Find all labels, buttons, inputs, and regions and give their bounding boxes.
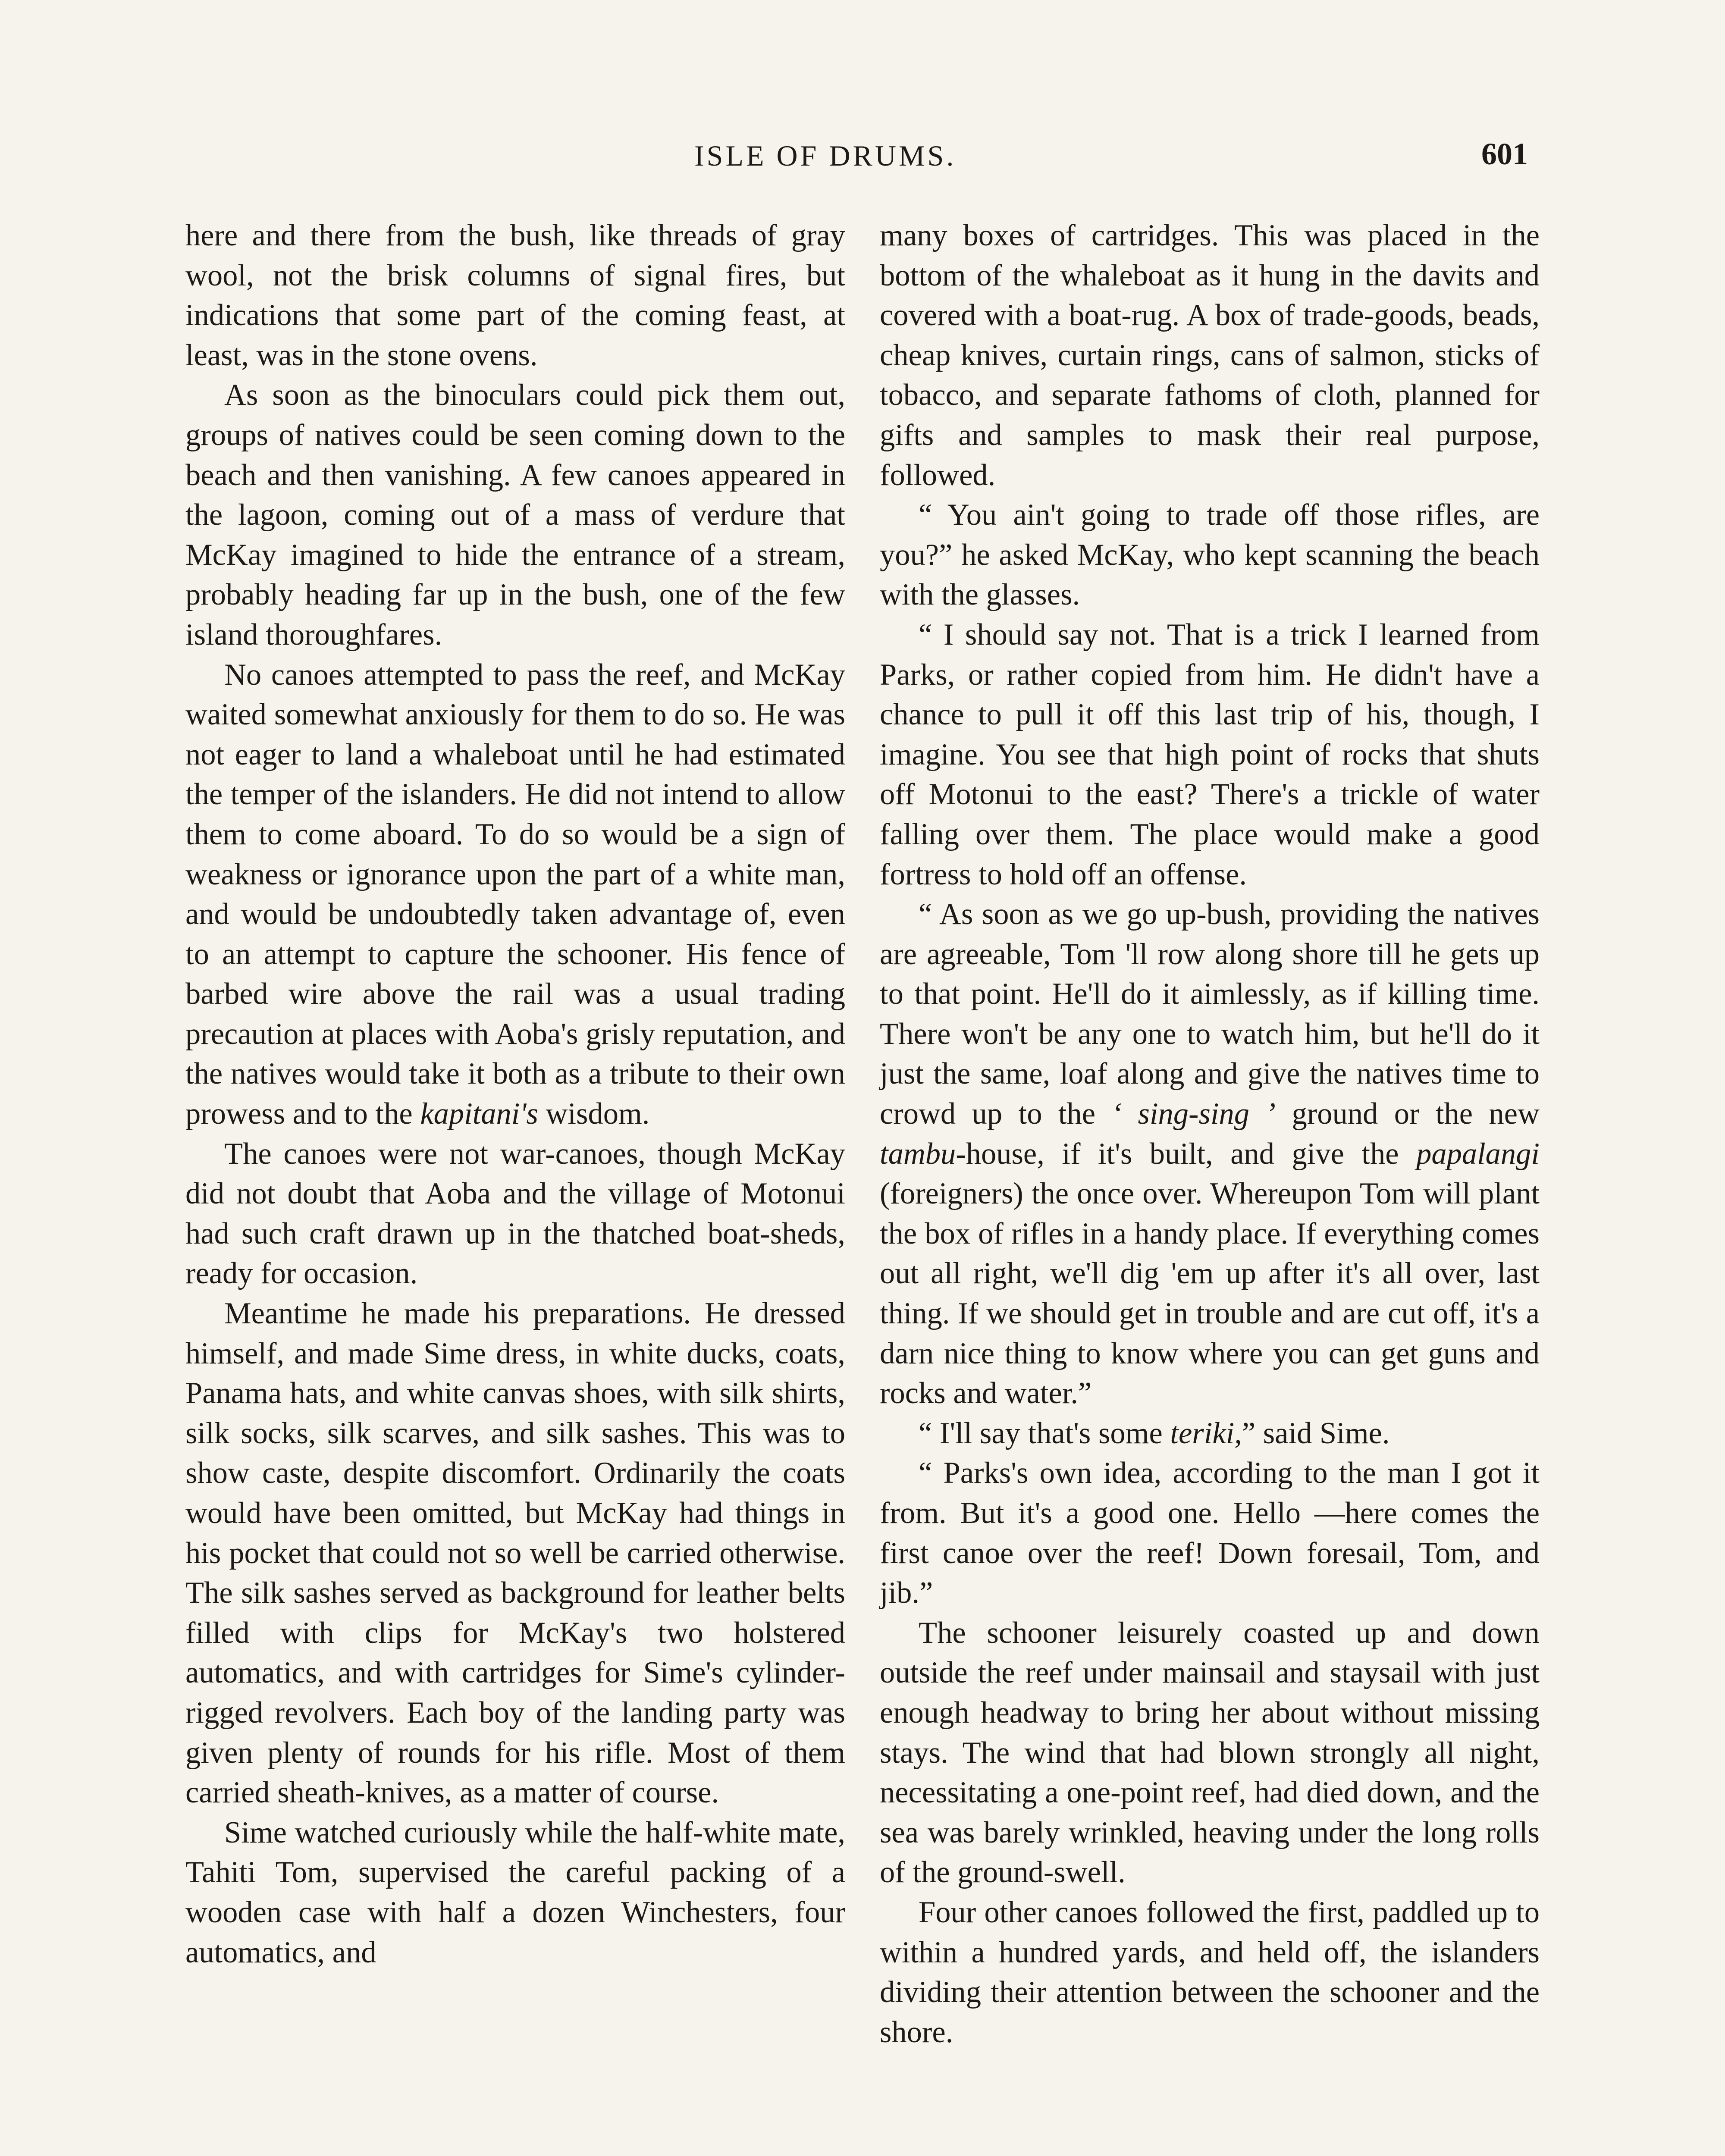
left-text-column bbox=[185, 216, 845, 1972]
italic-term: papalangi bbox=[1416, 1137, 1540, 1171]
text-run: ” said Sime. bbox=[1242, 1416, 1390, 1450]
text-run: ground or the new bbox=[1276, 1097, 1540, 1131]
text-run: “ I'll say that's some bbox=[919, 1416, 1170, 1450]
paragraph: “ Parks's own idea, according to the man I got it from. But it's a good one. Hello —here comes the first canoe over the reef! Down foresail, Tom, and jib.” bbox=[880, 1456, 1540, 1610]
page-number: 601 bbox=[1481, 137, 1528, 171]
running-title: ISLE OF DRUMS. bbox=[694, 139, 957, 172]
text-run: wisdom. bbox=[538, 1097, 650, 1131]
paragraph: “ I should say not. That is a trick I learned from Parks, or rather copied from him. He didn't have a chance to pull it off this last trip of his, though, I imagine. You see that high point of rocks that shuts off Motonui to the east? There's a trickle of water falling over them. The place would make a good fortress to hold off an offense. bbox=[880, 617, 1540, 891]
text-run: (foreigners) the once over. Whereupon Tom will plant the box of rifles in a handy place. If everything comes out all right, we'll dig 'em up after it's all over, last thing. If we should get in trouble and are cut off, it's a darn nice thing to know where you can get guns and rocks and water.” bbox=[880, 1177, 1540, 1410]
text-run: -house, if it's built, and give the bbox=[956, 1137, 1417, 1171]
right-text-column bbox=[880, 216, 1540, 2052]
text-run: No canoes attempted to pass the reef, and McKay waited somewhat anxiously for them to do so. He was not eager to land a whaleboat until he had estimated the temper of the islanders. He did not intend to allow them to come aboard. To do so would be a sign of weakness or ignorance upon the part of a white man, and would be undoubtedly taken advantage of, even to an attempt to capture the schooner. His fence of barbed wire above the rail was a usual trading precaution at places with Aoba's grisly reputation, and the natives would take it both as a tribute to their own prowess and to the bbox=[185, 658, 845, 1131]
italic-term: tambu bbox=[880, 1137, 956, 1171]
paragraph: “ You ain't going to trade off those rifles, are you?” he asked McKay, who kept scanning the beach with the glasses. bbox=[880, 498, 1540, 612]
paragraph: Meantime he made his preparations. He dressed himself, and made Sime dress, in white ducks, coats, Panama hats, and white canvas shoes, with silk shirts, silk socks, silk scarves, and silk sashes. This was to show caste, despite discomfort. Ordinarily the coats would have been omitted, but McKay had things in his pocket that could not so well be carried otherwise. The silk sashes served as background for leather belts filled with clips for McKay's two holstered automatics, and with cartridges for Sime's cylinder-rigged revolvers. Each boy of the landing party was given plenty of rounds for his rifle. Most of them carried sheath-knives, as a matter of course. bbox=[185, 1297, 845, 1810]
paragraph bbox=[880, 1413, 1540, 1454]
paragraph: many boxes of cartridges. This was placed in the bottom of the whaleboat as it hung in the davits and covered with a boat-rug. A box of trade-goods, beads, cheap knives, curtain rings, cans of salmon, sticks of tobacco, and separate fathoms of cloth, planned for gifts and samples to mask their real purpose, followed. bbox=[880, 219, 1540, 492]
text-run: “ As soon as we go up-bush, providing the natives are agreeable, Tom 'll row along shore till he gets up to that point. He'll do it aimlessly, as if killing time. There won't be any one to watch him, but he'll do it just the same, loaf along and give the natives time to crowd up to the bbox=[880, 897, 1540, 1131]
paragraph bbox=[880, 894, 1540, 1413]
italic-term: ‘ sing-sing ’ bbox=[1111, 1097, 1276, 1131]
paragraph: The canoes were not war-canoes, though McKay did not doubt that Aoba and the village of Motonui had such craft drawn up in the thatched boat-sheds, ready for occasion. bbox=[185, 1137, 845, 1291]
paragraph: Four other canoes followed the first, paddled up to within a hundred yards, and held off, the islanders dividing their attention between the schooner and the shore. bbox=[880, 1895, 1540, 2049]
italic-term: teriki, bbox=[1170, 1416, 1242, 1450]
paragraph: Sime watched curiously while the half-white mate, Tahiti Tom, supervised the careful packing of a wooden case with half a dozen Winchesters, four automatics, and bbox=[185, 1815, 845, 1969]
paragraph: here and there from the bush, like threads of gray wool, not the brisk columns of signal fires, but indications that some part of the coming feast, at least, was in the stone ovens. bbox=[185, 219, 845, 372]
paragraph: The schooner leisurely coasted up and down outside the reef under mainsail and staysail with just enough headway to bring her about without missing stays. The wind that had blown strongly all night, necessitating a one-point reef, had died down, and the sea was barely wrinkled, heaving under the long rolls of the ground-swell. bbox=[880, 1616, 1540, 1890]
italic-term: kapitani's bbox=[420, 1097, 538, 1131]
paragraph: As soon as the binoculars could pick them out, groups of natives could be seen coming down to the beach and then vanishing. A few canoes appeared in the lagoon, coming out of a mass of verdure that McKay imagined to hide the entrance of a stream, probably heading far up in the bush, one of the few island thoroughfares. bbox=[185, 378, 845, 652]
paragraph bbox=[185, 655, 845, 1134]
